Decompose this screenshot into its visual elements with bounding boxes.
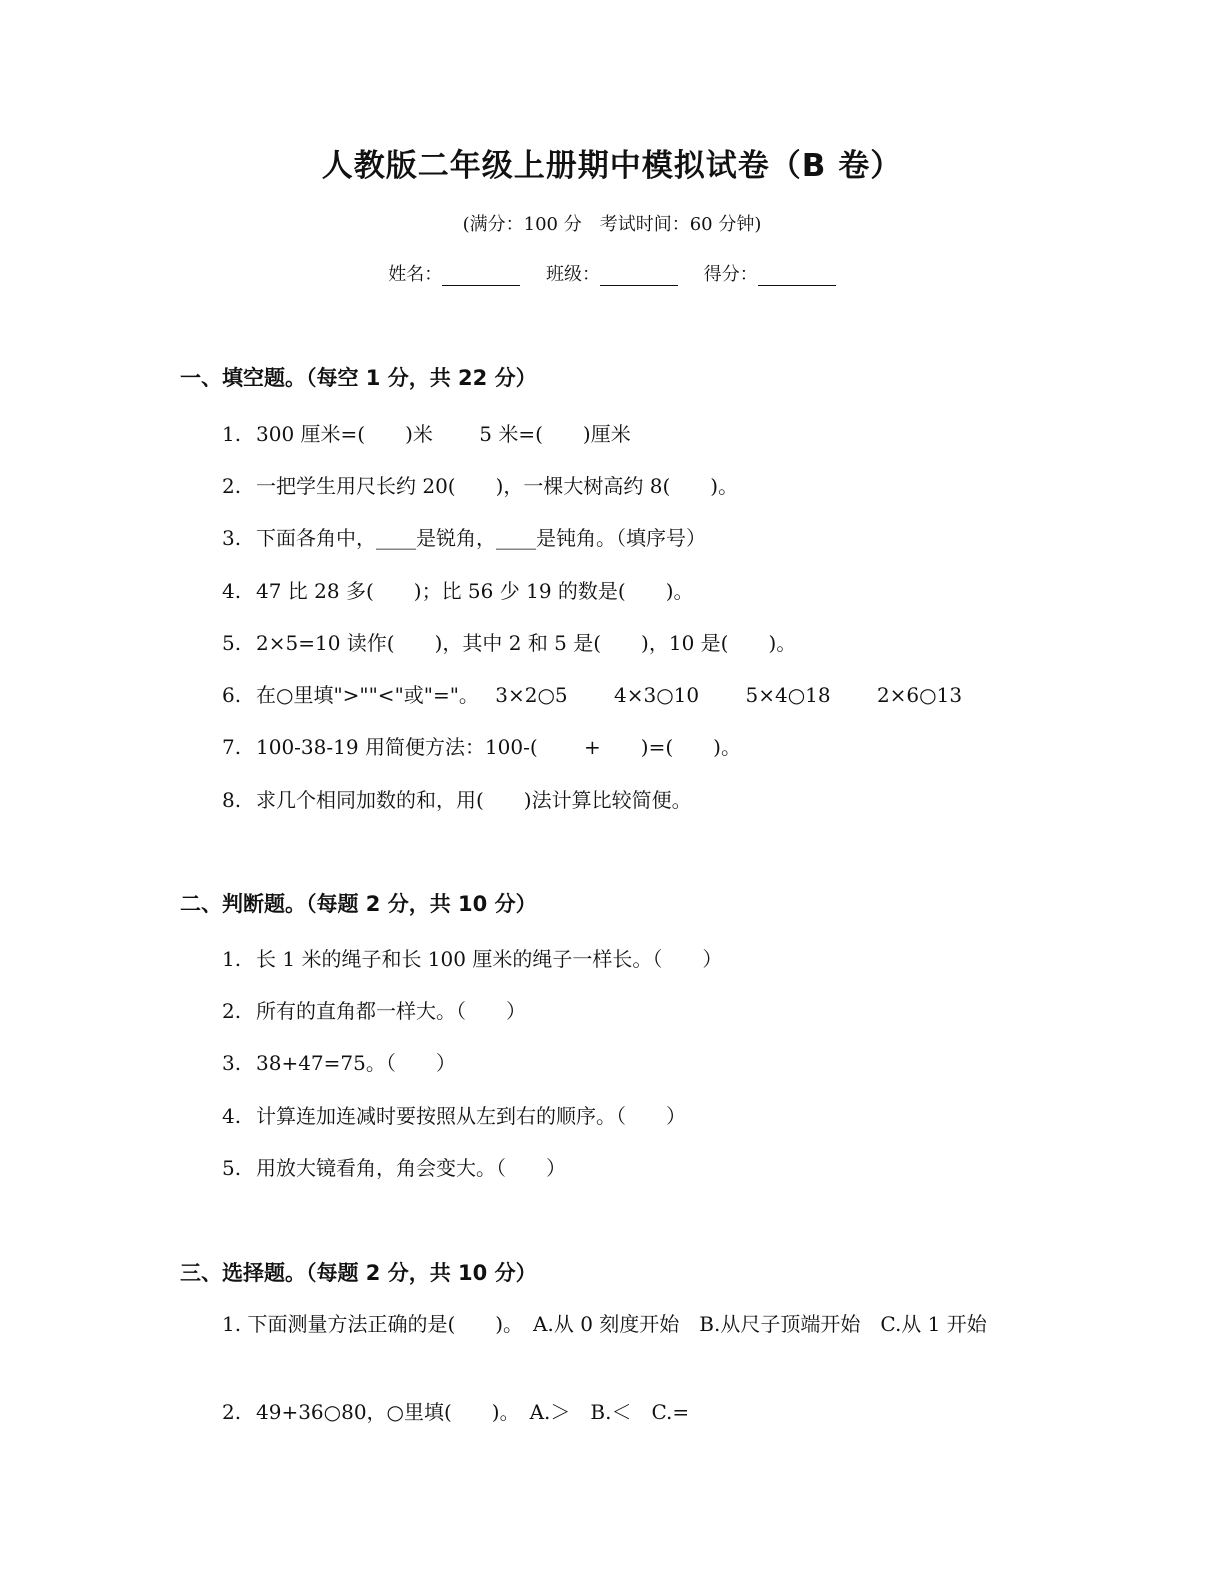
question-text: 求几个相同加数的和，用( )法计算比较简便。: [256, 788, 692, 812]
question-number: 4.: [222, 579, 242, 603]
question-text: 47 比 28 多( )；比 56 少 19 的数是( )。: [256, 579, 694, 603]
question-number: 2.: [222, 999, 242, 1023]
question-item: [222, 784, 692, 813]
question-number: 1.: [222, 947, 242, 971]
student-info-row: [0, 260, 1224, 286]
question-number: 3.: [222, 1051, 242, 1075]
question-text: 下面各角中，____是锐角，____是钝角。（填序号）: [256, 526, 706, 550]
question-number: 3.: [222, 526, 242, 550]
question-number: 2.: [222, 1400, 242, 1424]
name-label: 姓名：: [388, 264, 443, 285]
question-text: 2×5=10 读作( )，其中 2 和 5 是( )，10 是( )。: [256, 631, 797, 655]
question-number: 7.: [222, 735, 242, 759]
section-title-fill-in: 一、填空题。（每空 1 分，共 22 分）: [180, 366, 537, 390]
question-text: 长 1 米的绳子和长 100 厘米的绳子一样长。（ ）: [256, 947, 723, 971]
question-number: 2.: [222, 474, 242, 498]
question-item: [222, 627, 796, 656]
name-field: [388, 264, 526, 285]
exam-subtitle: (满分：100 分 考试时间：60 分钟): [462, 214, 762, 235]
question-text: 所有的直角都一样大。（ ）: [256, 999, 526, 1023]
question-text: 在○里填">""<"或"="。 3×2○5 4×3○10 5×4○18 2×6○13: [256, 683, 963, 707]
question-item: [222, 418, 631, 447]
section-title-true-false: 二、判断题。（每题 2 分，共 10 分）: [180, 892, 537, 916]
question-item: [222, 731, 741, 760]
question-item: [222, 575, 694, 604]
question-number: 4.: [222, 1104, 242, 1128]
question-number: 5.: [222, 1156, 242, 1180]
question-item: [180, 1308, 1040, 1340]
question-number: 5.: [222, 631, 242, 655]
question-text: 计算连加连减时要按照从左到右的顺序。（ ）: [256, 1104, 686, 1128]
question-item: [222, 1396, 689, 1425]
score-label: 得分：: [703, 264, 758, 285]
question-text: 300 厘米=( )米 5 米=( )厘米: [256, 422, 631, 446]
exam-title: 人教版二年级上册期中模拟试卷（B 卷）: [321, 148, 903, 184]
class-field: [546, 264, 684, 285]
class-blank[interactable]: [600, 267, 678, 286]
question-item: [222, 522, 706, 551]
question-text: 用放大镜看角，角会变大。（ ）: [256, 1156, 566, 1180]
question-text: 38+47=75。（ ）: [256, 1051, 456, 1075]
question-text: 一把学生用尺长约 20( )，一棵大树高约 8( )。: [256, 474, 739, 498]
question-number: 6.: [222, 683, 242, 707]
question-text: 下面测量方法正确的是( )。 A.从 0 刻度开始 B.从尺子顶端开始 C.从 1 开始: [247, 1312, 987, 1336]
question-item: [222, 943, 722, 972]
section-title-multiple-choice: 三、选择题。（每题 2 分，共 10 分）: [180, 1261, 537, 1285]
score-field: [704, 264, 836, 285]
question-item: [222, 1152, 566, 1181]
class-label: 班级：: [546, 264, 600, 285]
question-number: 1.: [222, 1312, 242, 1336]
question-item: [222, 470, 738, 499]
question-item: [222, 1047, 456, 1076]
question-number: 8.: [222, 788, 242, 812]
score-blank[interactable]: [758, 267, 836, 286]
question-text: 100-38-19 用简便方法：100-( + )=( )。: [256, 735, 741, 759]
question-item: [222, 679, 962, 708]
question-number: 1.: [222, 422, 242, 446]
question-item: [222, 995, 526, 1024]
question-item: [222, 1100, 686, 1129]
question-text: 49+36○80，○里填( )。 A.＞ B.＜ C.=: [256, 1400, 690, 1424]
name-blank[interactable]: [442, 267, 520, 286]
